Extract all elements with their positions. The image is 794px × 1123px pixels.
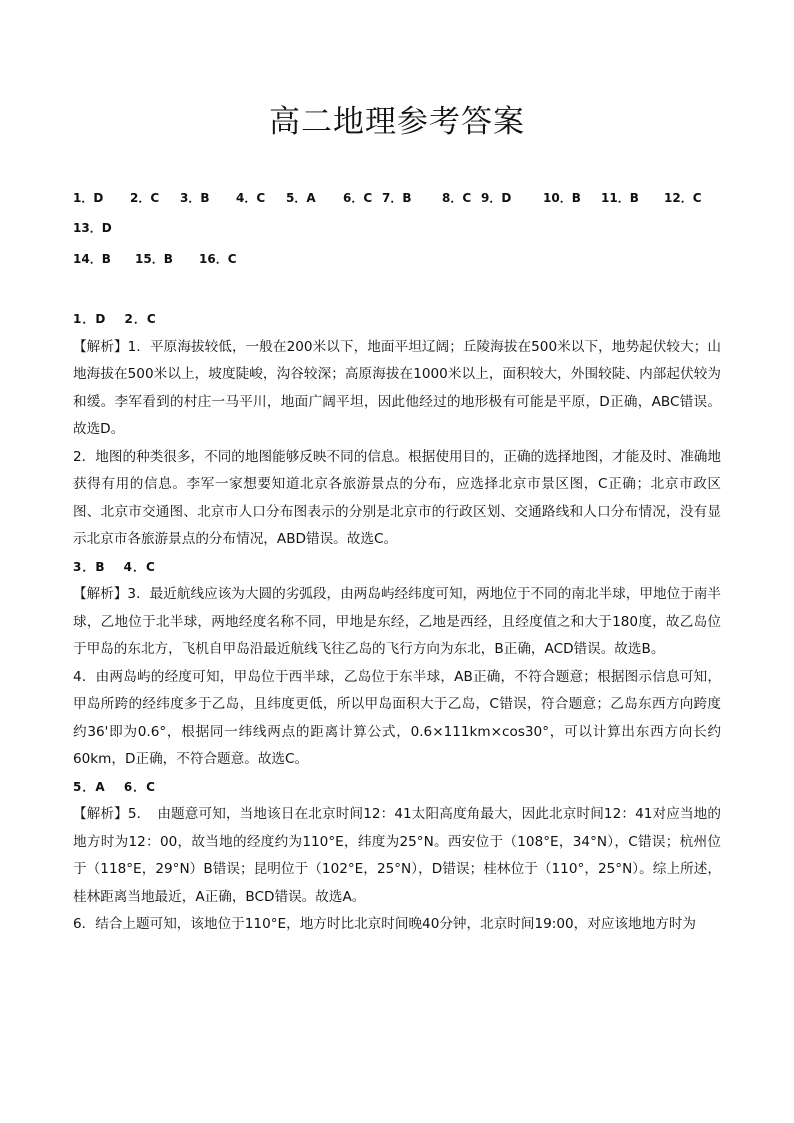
answer-item: 5．A [286,191,316,205]
answer-item: 4．C [236,191,266,205]
explanation-paragraph: 4．由两岛屿的经度可知，甲岛位于西半球，乙岛位于东半球，AB正确，不符合题意；根据图示信息可知，甲岛所跨的经纬度多于乙岛，且纬度更低，所以甲岛面积大于乙岛，C错误，符合题意；乙岛东西方向跨度约36'即为0.6°，根据同一纬线两点的距离计算公式，0.6×111km×cos30°，可以计算出东西方向长约60km，D正确，不符合题意。故选C。 [73,668,721,767]
answer-item: 2．C [130,191,160,205]
answer-item: 6．C [343,191,373,205]
answer-key-row-1 [73,189,733,207]
answer-item: 10．B [543,191,581,205]
answer-item: 1．D [73,191,104,205]
answer-item: 13．D [73,221,112,235]
section-header: 1．D 2．C [73,312,157,326]
explanation-paragraph: 2．地图的种类很多，不同的地图能够反映不同的信息。根据使用目的，正确的选择地图，才能及时、准确地获得有用的信息。李军一家想要知道北京各旅游景点的分布，应选择北京市景区图，C正确；北京市政区图、北京市交通图、北京市人口分布图表示的分别是北京市的行政区划、交通路线和人口分布情况，没有显示北京市各旅游景点的分布情况，ABD错误。故选C。 [73,448,721,547]
explanation-paragraph: 【解析】3．最近航线应该为大圆的劣弧段，由两岛屿经纬度可知，两地位于不同的南北半球，甲地位于南半球，乙地位于北半球，两地经度名称不同，甲地是东经，乙地是西经，且经度值之和大于180度，故乙岛位于甲岛的东北方，飞机自甲岛沿最近航线飞往乙岛的飞行方向为东北，B正确，ACD错误。故选B。 [73,586,721,657]
page-title: 高二地理参考答案 [269,104,525,140]
answer-item: 12．C [664,191,702,205]
explanation-paragraph: 6．结合上题可知，该地位于110°E，地方时比北京时间晚40分钟，北京时间19:00，对应该地地方时为 [73,916,697,932]
answer-item: 7．B [382,191,412,205]
section-header: 3．B 4．C [73,559,156,574]
answer-item: 8．C [442,191,472,205]
answer-key-row-2 [73,219,273,237]
answer-item: 16．C [199,252,237,266]
explanations [73,306,721,939]
answer-item: 14．B [73,252,111,266]
answer-item: 11．B [601,191,639,205]
explanation-paragraph: 【解析】5． 由题意可知，当地该日在北京时间12：41太阳高度角最大，因此北京时间12：41对应当地的地方时为12：00，故当地的经度约为110°E，纬度为25°N。西安位于（108°E，34°N），C错误；杭州位于（118°E，29°N）B错误；昆明位于（102°E，25°N），D错误；桂林位于（110°，25°N）。综上所述，桂林距离当地最近，A正确，BCD错误。故选A。 [73,806,721,905]
answer-item: 15．B [135,252,173,266]
answer-item: 9．D [481,191,512,205]
answer-item: 3．B [180,191,210,205]
answer-key-row-3 [73,250,373,268]
section-header: 5．A 6．C [73,779,156,794]
explanation-paragraph: 【解析】1．平原海拔较低，一般在200米以下，地面平坦辽阔；丘陵海拔在500米以下，地势起伏较大；山地海拔在500米以上，坡度陡峻，沟谷较深；高原海拔在1000米以上，面积较大，外围较陡、内部起伏较为和缓。李军看到的村庄一马平川，地面广阔平坦，因此他经过的地形极有可能是平原，D正确，ABC错误。故选D。 [73,338,721,437]
